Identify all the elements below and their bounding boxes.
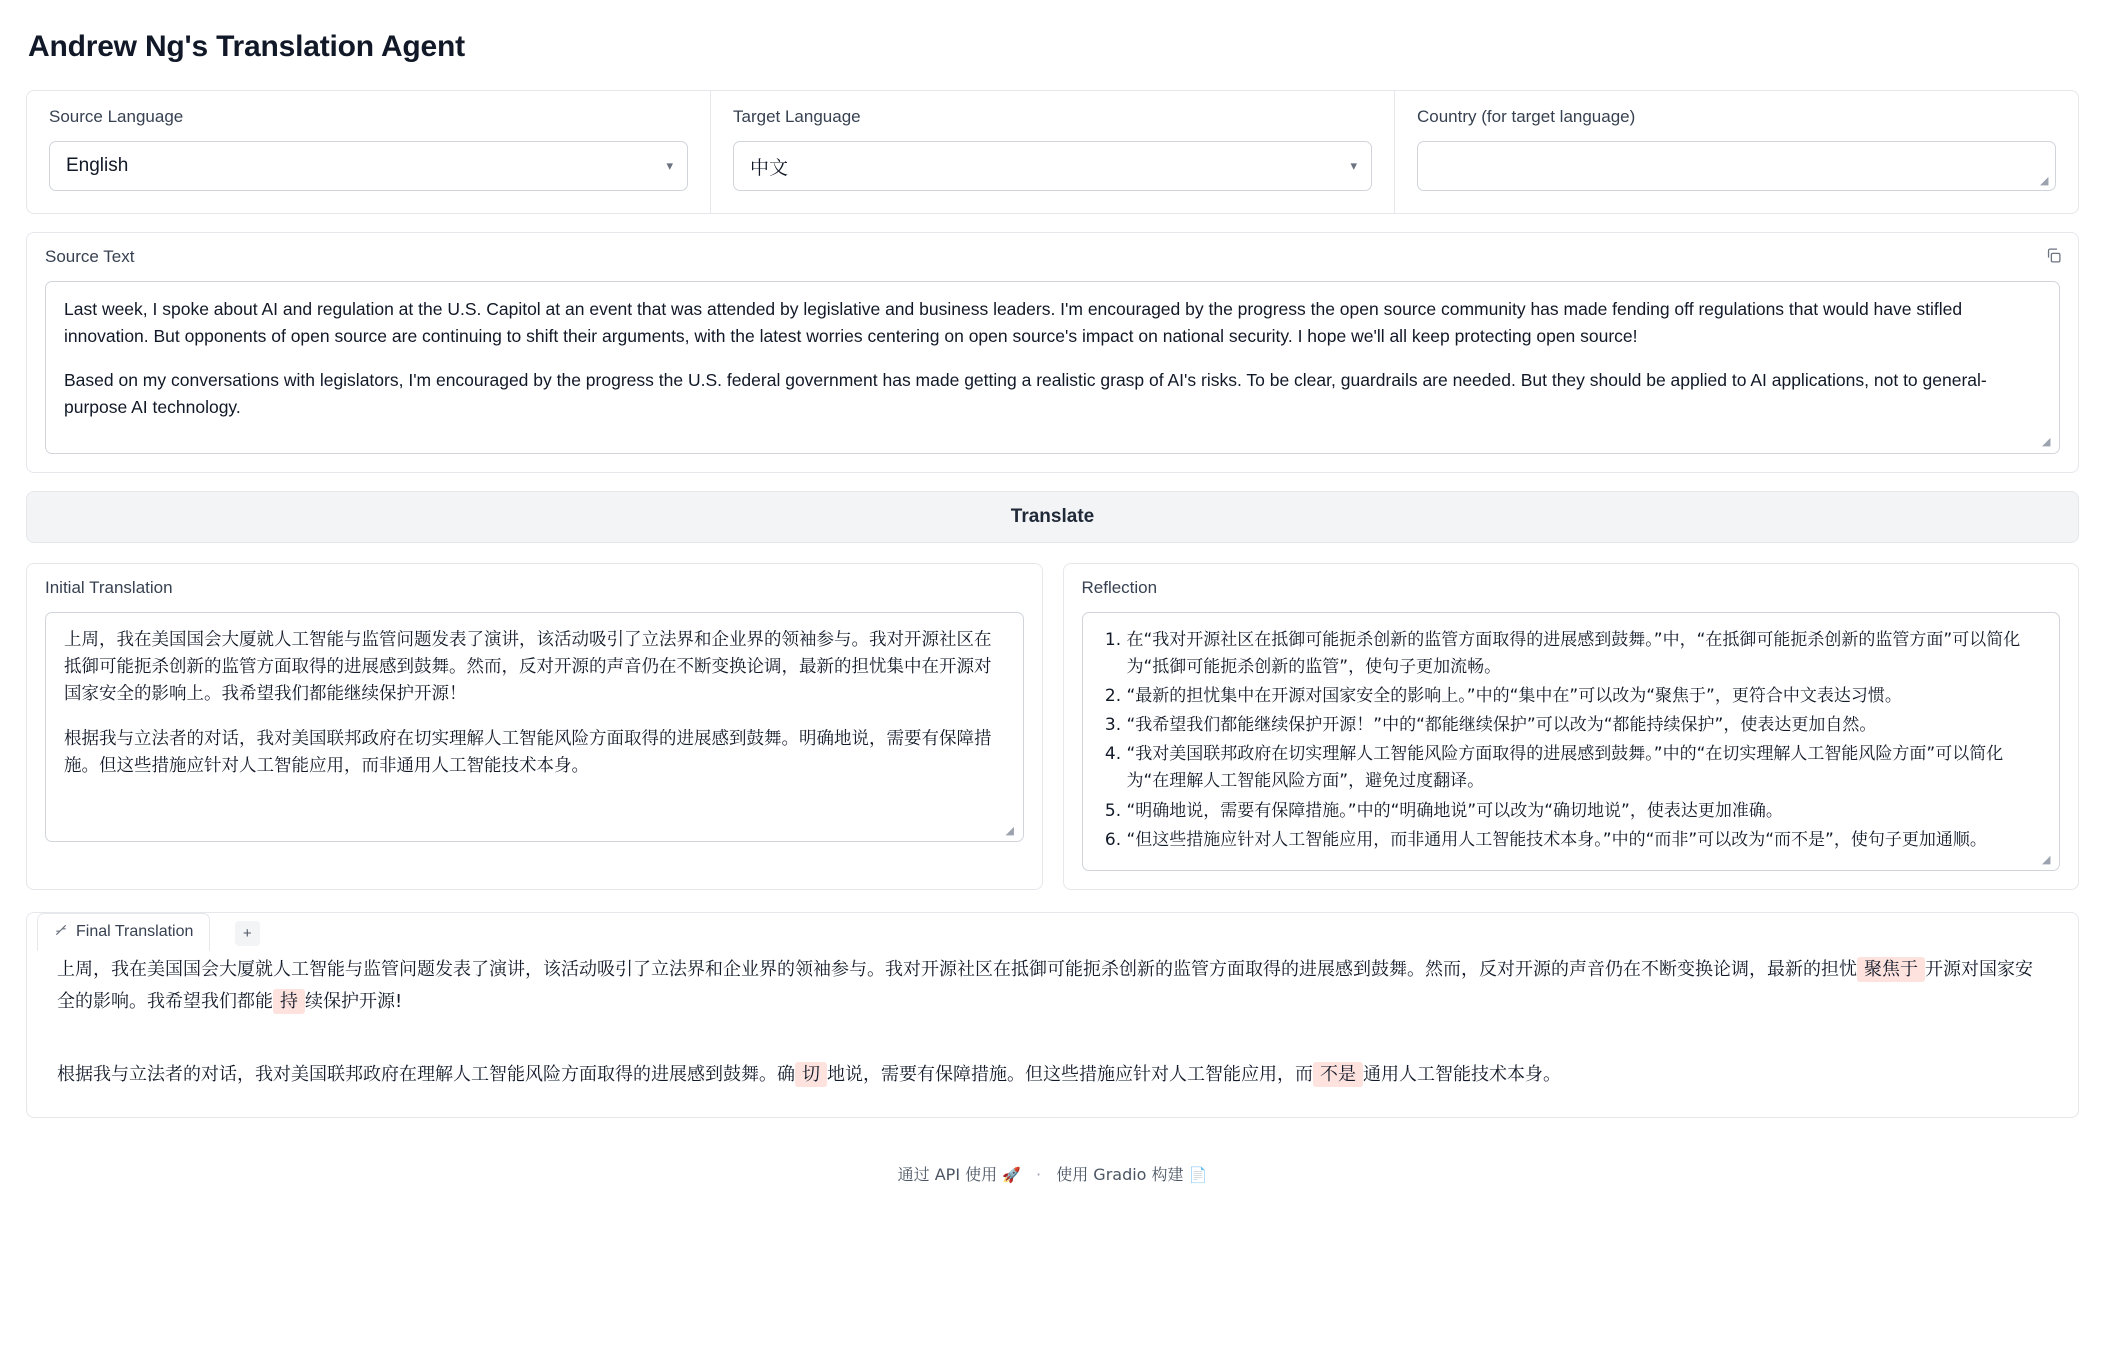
results-row	[26, 563, 2079, 891]
final-paragraph-2	[57, 1059, 2048, 1091]
initial-translation-panel	[26, 563, 1043, 891]
source-text-textarea[interactable]	[45, 281, 2060, 454]
final-segment: 续保护开源!	[305, 990, 403, 1012]
copy-icon[interactable]	[2045, 247, 2062, 269]
footer	[26, 1148, 2079, 1203]
country-input[interactable]	[1417, 141, 2056, 191]
language-selection-panel	[26, 90, 2079, 214]
source-paragraph: Last week, I spoke about AI and regulation at the U.S. Capitol at an event that was attended by legislative and business leaders. I'm encouraged by the progress the open source community has made fending off regulations that would have stifled innovation. But opponents of open source are continuing to shift their arguments, with the latest worries centering on open source's impact on national security. I hope we'll all keep protecting open source!	[64, 299, 1963, 347]
list-item: 2. “最新的担忧集中在开源对国家安全的影响上。”中的“集中在”可以改为“聚焦于”，更符合中文表达习惯。	[1127, 683, 2042, 710]
target-language-value: 中文	[750, 156, 789, 179]
reflection-textarea[interactable]	[1082, 612, 2061, 872]
country-label: Country (for target language)	[1417, 107, 1636, 126]
list-item: 3. “我希望我们都能继续保护开源！”中的“都能继续保护”可以改为“都能持续保护”，使表达更加自然。	[1127, 712, 2042, 739]
source-language-cell	[27, 91, 711, 213]
resize-handle-icon[interactable]: ◢	[2042, 435, 2051, 448]
reflection-label: Reflection	[1081, 577, 1158, 597]
final-translation-panel	[26, 912, 2079, 1118]
reflection-panel	[1063, 563, 2080, 891]
initial-translation-textarea[interactable]	[45, 612, 1024, 842]
translate-button[interactable]: Translate	[26, 491, 2079, 543]
source-language-value: English	[66, 155, 129, 176]
final-segment-highlight: 切	[795, 1062, 827, 1087]
list-item: 4. “我对美国联邦政府在切实理解人工智能风险方面取得的进展感到鼓舞。”中的“在切实理解人工智能风险方面”可以简化为“在理解人工智能风险方面”，避免过度翻译。	[1127, 741, 2042, 795]
footer-separator: ·	[1036, 1164, 1042, 1184]
country-cell	[1395, 91, 2078, 213]
final-paragraph-1	[57, 954, 2048, 1017]
resize-handle-icon[interactable]: ◢	[2040, 175, 2049, 187]
final-segment: 地说，需要有保障措施。但这些措施应针对人工智能应用，而	[827, 1064, 1313, 1085]
final-segment: 上周，我在美国国会大厦就人工智能与监管问题发表了演讲，该活动吸引了立法界和企业界的领袖参与。我对开源社区在抵御可能扼杀创新的监管方面取得的进展感到鼓舞。然而，反对开源的声音仍在不断变换论调，最新的担忧	[57, 959, 1857, 980]
built-with-gradio-link[interactable]: 使用 Gradio 构建	[1056, 1164, 1184, 1184]
final-segment-highlight: 聚焦于	[1857, 957, 1925, 982]
list-item: 5. “明确地说，需要有保障措施。”中的“明确地说”可以改为“确切地说”，使表达更加准确。	[1127, 798, 2042, 825]
resize-handle-icon[interactable]: ◢	[1005, 823, 1014, 837]
initial-paragraph: 上周，我在美国国会大厦就人工智能与监管问题发表了演讲，该活动吸引了立法界和企业界的领袖参与。我对开源社区在抵御可能扼杀创新的监管方面取得的进展感到鼓舞。然而，反对开源的声音仍在不断变换论调，最新的担忧集中在开源对国家安全的影响上。我希望我们都能继续保护开源！	[64, 629, 992, 704]
source-language-select[interactable]	[49, 141, 688, 191]
source-text-label: Source Text	[45, 247, 135, 266]
final-translation-body	[27, 952, 2078, 1091]
gradio-logo-icon: 📄	[1188, 1165, 1208, 1184]
final-segment-highlight: 持	[273, 989, 305, 1014]
initial-paragraph: 根据我与立法者的对话，我对美国联邦政府在切实理解人工智能风险方面取得的进展感到鼓舞。明确地说，需要有保障措施。但这些措施应针对人工智能应用，而非通用人工智能技术本身。	[64, 728, 992, 776]
target-language-cell	[711, 91, 1395, 213]
tab-final-translation-label: Final Translation	[76, 922, 194, 940]
final-segment: 开源对国家安全的影响。我希望我们都能	[57, 959, 2033, 1012]
target-language-select[interactable]	[733, 141, 1372, 191]
diff-icon	[54, 923, 68, 940]
resize-handle-icon[interactable]: ◢	[2042, 853, 2051, 866]
diff-add-legend: +	[235, 921, 260, 946]
list-item: 1. 在“我对开源社区在抵御可能扼杀创新的监管方面取得的进展感到鼓舞。”中，“在抵御可能扼杀创新的监管方面”可以简化为“抵御可能扼杀创新的监管”，使句子更加流畅。	[1127, 627, 2042, 681]
source-language-label: Source Language	[49, 107, 184, 126]
final-segment: 根据我与立法者的对话，我对美国联邦政府在理解人工智能风险方面取得的进展感到鼓舞。确	[57, 1064, 795, 1085]
reflection-list	[1101, 627, 2042, 855]
chevron-down-icon: ▾	[1350, 158, 1357, 173]
source-text-panel	[26, 232, 2079, 473]
target-language-label: Target Language	[733, 107, 861, 126]
final-segment-highlight: 不是	[1313, 1062, 1363, 1087]
list-item: 6. “但这些措施应针对人工智能应用，而非通用人工智能技术本身。”中的“而非”可以改为“而不是”，使句子更加通顺。	[1127, 827, 2042, 854]
rocket-icon: 🚀	[1002, 1165, 1021, 1184]
initial-translation-label: Initial Translation	[45, 577, 173, 597]
final-segment: 通用人工智能技术本身。	[1363, 1064, 1561, 1085]
chevron-down-icon: ▾	[666, 158, 673, 173]
tab-final-translation[interactable]	[37, 913, 210, 951]
page-title: Andrew Ng's Translation Agent	[28, 30, 465, 63]
source-paragraph: Based on my conversations with legislators, I'm encouraged by the progress the U.S. federal government has made getting a realistic grasp of AI's risks. To be clear, guardrails are needed. But they should be applied to AI applications, not to general-purpose AI technology.	[64, 370, 1987, 418]
use-via-api-link[interactable]: 通过 API 使用	[897, 1164, 998, 1184]
